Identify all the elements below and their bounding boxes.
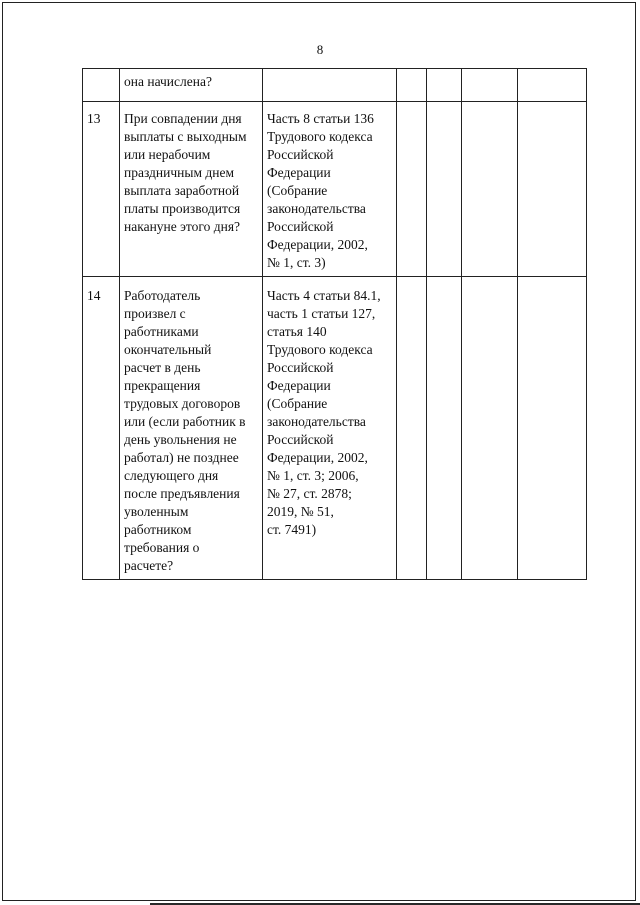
notes-cell	[518, 102, 587, 277]
answer-na-cell	[462, 102, 518, 277]
reference-cell: Часть 4 статьи 84.1, часть 1 статьи 127, статья 140 Трудового кодекса Российской Федерации (Собрание законодательства Российской Федерации, 2002, № 1, ст. 3; 2006, № 27, ст. 2878; 2019, № 51, ст. 7491)	[263, 277, 397, 580]
answer-yes-cell	[397, 69, 427, 102]
checklist-table	[82, 68, 587, 580]
answer-no-cell	[427, 69, 462, 102]
question-cell: При совпадении дня выплаты с выходным или нерабочим праздничным днем выплата заработной платы производится накануне этого дня?	[120, 102, 263, 277]
table-row	[83, 277, 587, 580]
notes-cell	[518, 69, 587, 102]
answer-na-cell	[462, 69, 518, 102]
question-cell: она начислена?	[120, 69, 263, 102]
table-row	[83, 69, 587, 102]
answer-yes-cell	[397, 102, 427, 277]
notes-cell	[518, 277, 587, 580]
reference-cell: Часть 8 статьи 136 Трудового кодекса Российской Федерации (Собрание законодательства Российской Федерации, 2002, № 1, ст. 3)	[263, 102, 397, 277]
table-row	[83, 102, 587, 277]
row-number-cell: 14	[83, 277, 120, 580]
answer-no-cell	[427, 277, 462, 580]
row-number-cell: 13	[83, 102, 120, 277]
answer-no-cell	[427, 102, 462, 277]
answer-yes-cell	[397, 277, 427, 580]
page-number: 8	[316, 42, 324, 57]
row-number-cell	[83, 69, 120, 102]
question-cell: Работодатель произвел с работниками окончательный расчет в день прекращения трудовых договоров или (если работник в день увольнения не работал) не позднее следующего дня после предъявления уволенным работником требования о расчете?	[120, 277, 263, 580]
reference-cell	[263, 69, 397, 102]
answer-na-cell	[462, 277, 518, 580]
